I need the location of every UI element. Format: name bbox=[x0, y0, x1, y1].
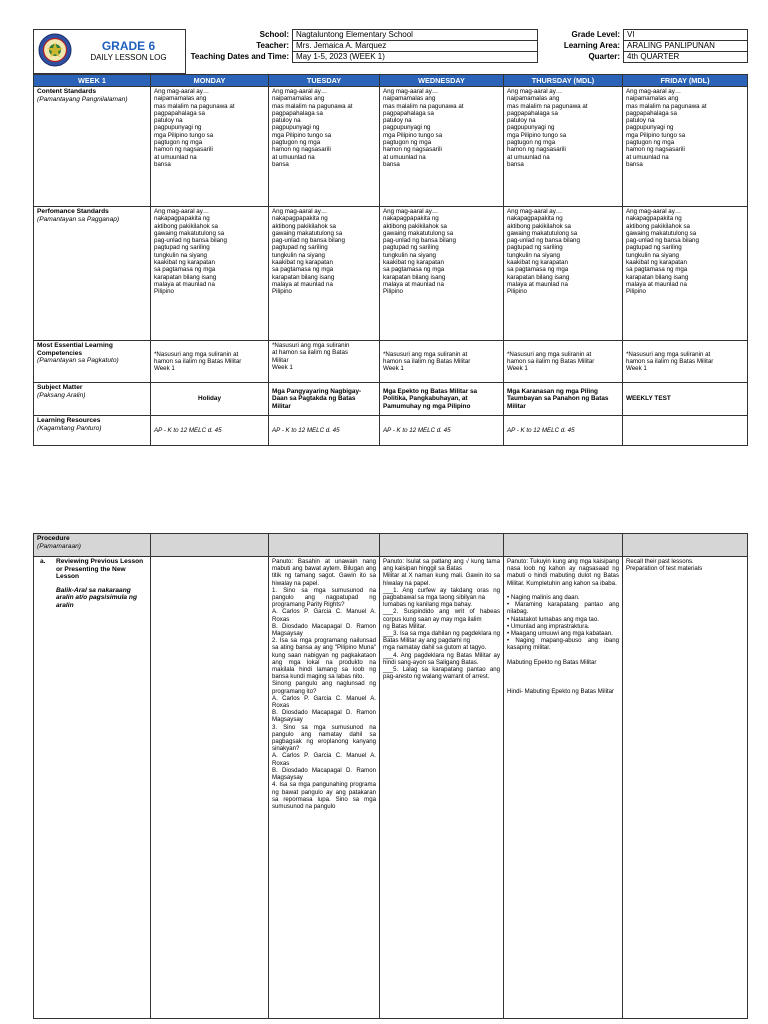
learning-area-value: ARALING PANLIPUNAN bbox=[624, 41, 748, 52]
performance-standards-friday: Ang mag-aaral ay… nakapagpapakita ng aktibong pakikilahok sa gawaing makatutulong sa pag-unlad ng bansa bilang pagtupad ng sariling tungkulin na siyang kaakibat ng karapatan sa pagtamasa ng mga karapatan bilang isang malaya at maunlad na Pilipino bbox=[623, 207, 748, 341]
procedure-label bbox=[34, 534, 151, 557]
school-value: Nagtaluntong Elementary School bbox=[293, 30, 538, 41]
quarter-value: 4th QUARTER bbox=[624, 52, 748, 63]
procedure-gray-monday bbox=[151, 534, 269, 557]
subject-matter-monday: Holiday bbox=[151, 383, 269, 416]
header-logo-cell bbox=[34, 30, 186, 74]
content-standards-label bbox=[34, 87, 151, 207]
row-subject-matter bbox=[34, 383, 748, 416]
procedure-monday bbox=[151, 557, 269, 1019]
performance-standards-title: Perfomance Standards bbox=[37, 208, 109, 215]
learning-resources-sub: (Kagamitang Panturo) bbox=[37, 424, 102, 432]
subject-matter-friday: WEEKLY TEST bbox=[623, 383, 748, 416]
row-melc bbox=[34, 341, 748, 383]
col-tuesday: TUESDAY bbox=[269, 75, 380, 87]
performance-standards-wednesday: Ang mag-aaral ay… nakapagpapakita ng aktibong pakikilahok sa gawaing makatutulong sa pag-unlad ng bansa bilang pagtupad ng sariling tungkulin na siyang kaakibat ng karapatan sa pagtamasa ng mga karapatan bilang isang malaya at maunlad na Pilipino bbox=[380, 207, 504, 341]
col-monday: MONDAY bbox=[151, 75, 269, 87]
col-friday: FRIDAY (MDL) bbox=[623, 75, 748, 87]
item-title: Reviewing Previous Lesson or Presenting the New Lesson bbox=[56, 558, 144, 581]
subject-matter-sub: (Paksang Aralin) bbox=[37, 391, 86, 399]
teacher-label: Teacher: bbox=[256, 40, 289, 50]
learning-resources-friday bbox=[623, 416, 748, 446]
procedure-row-a bbox=[34, 557, 748, 1019]
row-learning-resources bbox=[34, 416, 748, 446]
content-standards-thursday: Ang mag-aaral ay… naipamamalas ang mas malalim na pagunawa at pagpapahalaga sa patuloy na pagpupunyagi ng mga Pilipino tungo sa pagtugon ng mga hamon ng nagsasarili at umuunlad na bansa bbox=[504, 87, 623, 207]
procedure-friday: Recall their past lessons. Preparation of test materials bbox=[623, 557, 748, 1019]
learning-area-label: Learning Area: bbox=[563, 40, 620, 50]
learning-resources-title: Learning Resources bbox=[37, 417, 101, 424]
procedure-gray-tuesday bbox=[269, 534, 380, 557]
learning-resources-thursday: AP - K to 12 MELC d. 45 bbox=[504, 416, 623, 446]
melc-wednesday: *Nasusuri ang mga suliranin at hamon sa ilalim ng Batas Militar Week 1 bbox=[380, 341, 504, 383]
deped-seal-icon bbox=[38, 33, 72, 70]
content-standards-tuesday: Ang mag-aaral ay… naipamamalas ang mas malalim na pagunawa at pagpapahalaga sa patuloy na pagpupunyagi ng mga Pilipino tungo sa pagtugon ng mga hamon ng nagsasarili at umuunlad na bansa bbox=[269, 87, 380, 207]
melc-monday: *Nasusuri ang mga suliranin at hamon sa ilalim ng Batas Militar Week 1 bbox=[151, 341, 269, 383]
content-standards-sub: (Pamantayang Pangnilalaman) bbox=[37, 95, 128, 103]
learning-resources-label bbox=[34, 416, 151, 446]
procedure-gray-thursday bbox=[504, 534, 623, 557]
procedure-table bbox=[33, 533, 748, 1019]
subject-matter-tuesday: Mga Pangyayaring Nagbigay-Daan sa Pagtakda ng Batas Militar bbox=[269, 383, 380, 416]
subject-matter-thursday: Mga Karanasan ng mga Piling Taumbayan sa Panahon ng Batas Militar bbox=[504, 383, 623, 416]
procedure-header-row bbox=[34, 534, 748, 557]
procedure-tuesday: Panuto: Basahin at unawain nang mabuti ang bawat aytem. Bilugan ang titik ng tamang sagot. Gawin ito sa hiwalay na papel. 1. Sino sa mga sumusunod na pangulo ang nagpatupad ng programang Parity Rights? A. Carlos P. Garcia C. Manuel A. Roxas B. Diosdado Macapagal D. Ramon Magsaysay 2. Isa sa mga programang nailunsad sa ating bansa ay ang "Pilipino Muna" kung saan nabigyan ng pagkakataon ang mga lokal na produkto na makilala hindi lamang sa loob ng bansa kundi maging sa labas nito. Sinong pangulo ang naglunsad ng programang ito? A. Carlos P. Garcia C. Manuel A. Roxas B. Diosdado Macapagal D. Ramon Magsaysay 3. Sino sa mga sumusunod na pangulo ang namatay dahil sa pagbagsak ng eroplanong kanyang sinakyan? A. Carlos P. Garcia C. Manuel A. Roxas B. Diosdado Macapagal D. Ramon Magsaysay 4. Isa sa mga pangunahing programa ng bawat pangulo ay ang patakaran sa repormasa lupa. Sino sa mga sumusunod na pangulo bbox=[269, 557, 380, 1019]
melc-sub: (Pamantayan sa Pagkatuto) bbox=[37, 357, 119, 365]
dates-value: May 1-5, 2023 (WEEK 1) bbox=[293, 52, 538, 63]
row-content-standards bbox=[34, 87, 748, 207]
performance-standards-label bbox=[34, 207, 151, 341]
learning-resources-tuesday: AP - K to 12 MELC d. 45 bbox=[269, 416, 380, 446]
procedure-gray-friday bbox=[623, 534, 748, 557]
performance-standards-thursday: Ang mag-aaral ay… nakapagpapakita ng aktibong pakikilahok sa gawaing makatutulong sa pag-unlad ng bansa bilang pagtupad ng sariling tungkulin na siyang kaakibat ng karapatan sa pagtamasa ng mga karapatan bilang isang malaya at maunlad na Pilipino bbox=[504, 207, 623, 341]
melc-title: Most Essential Learning Competencies bbox=[37, 342, 113, 357]
grade-level-value: VI bbox=[624, 30, 748, 41]
grade-level-label: Grade Level: bbox=[571, 29, 620, 39]
col-wednesday: WEDNESDAY bbox=[380, 75, 504, 87]
procedure-gray-wednesday bbox=[380, 534, 504, 557]
melc-friday: *Nasusuri ang mga suliranin at hamon sa ilalim ng Batas Militar Week 1 bbox=[623, 341, 748, 383]
performance-standards-monday: Ang mag-aaral ay… nakapagpapakita ng aktibong pakikilahok sa gawaing makatutulong sa pag-unlad ng bansa bilang pagtupad ng sariling tungkulin na siyang kaakibat ng karapatan sa pagtamasa ng mga karapatan bilang isang malaya at maunlad na Pilipino bbox=[151, 207, 269, 341]
grade-title: GRADE 6 bbox=[101, 39, 156, 54]
procedure-item-a bbox=[34, 557, 151, 1019]
content-standards-wednesday: Ang mag-aaral ay… naipamamalas ang mas malalim na pagunawa at pagpapahalaga sa patuloy na pagpupunyagi ng mga Pilipino tungo sa pagtugon ng mga hamon ng nagsasarili at umuunlad na bansa bbox=[380, 87, 504, 207]
melc-thursday: *Nasusuri ang mga suliranin at hamon sa ilalim ng Batas Militar Week 1 bbox=[504, 341, 623, 383]
subject-matter-wednesday: Mga Epekto ng Batas Militar sa Politika, Pangkabuhayan, at Pamumuhay ng mga Pilipino bbox=[380, 383, 504, 416]
school-label: School: bbox=[259, 29, 289, 39]
item-sub: Balik-Aral sa nakaraang aralin at/o pagsisimula ng aralin bbox=[56, 586, 137, 609]
learning-resources-monday: AP - K to 12 MELC d. 45 bbox=[151, 416, 269, 446]
content-standards-title: Content Standards bbox=[37, 88, 96, 95]
content-standards-monday: Ang mag-aaral ay… naipamamalas ang mas malalim na pagunawa at pagpapahalaga sa patuloy na pagpupunyagi ng mga Pilipino tungo sa pagtugon ng mga hamon ng nagsasarili at umuunlad na bansa bbox=[151, 87, 269, 207]
col-week: WEEK 1 bbox=[34, 75, 151, 87]
content-standards-friday: Ang mag-aaral ay… naipamamalas ang mas malalim na pagunawa at pagpapahalaga sa patuloy na pagpupunyagi ng mga Pilipino tungo sa pagtugon ng mga hamon ng nagsasarili at umuunlad na bansa bbox=[623, 87, 748, 207]
quarter-label: Quarter: bbox=[588, 51, 620, 61]
performance-standards-sub: (Pamantayan sa Pagganap) bbox=[37, 215, 120, 223]
procedure-wednesday: Panuto: Isulat sa patlang ang √ kung tama ang kaisipan hinggil sa Batas Militar at X naman kung mali. Gawin ito sa hiwalay na papel. ___1. Ang curfew ay takdang oras ng pagbabawal sa mga taong sibilyan na lumabas ng kanilang mga bahay. ___2. Suspindido ang writ of habeas corpus kung saan ay may mga ilalim ng Batas Militar. ___3. Isa sa mga dahilan ng pagdeklara ng Batas Militar ay ang pagdami ng mga namatay dahil sa gutom at tagyo. ___4. Ang pagdeklara ng Batas Militar ay hindi sang-ayon sa Saligang Batas. ___5. Lalag sa karapatang pantao ang pag-aresto ng walang warrant of arrest. bbox=[380, 557, 504, 1019]
col-thursday: THURSDAY (MDL) bbox=[504, 75, 623, 87]
learning-resources-wednesday: AP - K to 12 MELC d. 45 bbox=[380, 416, 504, 446]
lesson-log-table bbox=[33, 74, 748, 446]
dll-title: DAILY LESSON LOG bbox=[90, 53, 167, 63]
dates-label: Teaching Dates and Time: bbox=[190, 51, 289, 61]
row-performance-standards bbox=[34, 207, 748, 341]
melc-label bbox=[34, 341, 151, 383]
procedure-title: Procedure bbox=[37, 535, 70, 542]
performance-standards-tuesday: Ang mag-aaral ay… nakapagpapakita ng aktibong pakikilahok sa gawaing makatutulong sa pag-unlad ng bansa bilang pagtupad ng sariling tungkulin na siyang kaakibat ng karapatan sa pagtamasa ng mga karapatan bilang isang malaya at maunlad na Pilipino bbox=[269, 207, 380, 341]
item-letter: a. bbox=[40, 558, 46, 565]
subject-matter-label bbox=[34, 383, 151, 416]
melc-tuesday: *Nasusuri ang mga suliranin at hamon sa ilalim ng Batas Militar Week 1 bbox=[269, 341, 380, 383]
header-table bbox=[33, 29, 748, 74]
procedure-sub: (Pamamaraan) bbox=[37, 542, 81, 550]
teacher-value: Mrs. Jemaica A. Marquez bbox=[293, 41, 538, 52]
subject-matter-title: Subject Matter bbox=[37, 384, 83, 391]
procedure-thursday: Panuto: Tukuyin kung ang mga kaisipang nasa loob ng kahon ay nagsasaad ng mabuti o hindi mabuting dulot ng Batas Militar. Kumpletuhin ang kahon sa ibaba. • Naging malinis ang daan. • Maraming karapatang pantao ang nilabag. • Natatakot lumabas ang mga tao. • Umunlad ang imprastraktura. • Maagang umuuwi ang mga kabataan. • Naging mapang-abuso ang ibang kasaping militar. Mabuting Epekto ng Batas Militar Hindi- Mabuting Epekto ng Batas Militar bbox=[504, 557, 623, 1019]
